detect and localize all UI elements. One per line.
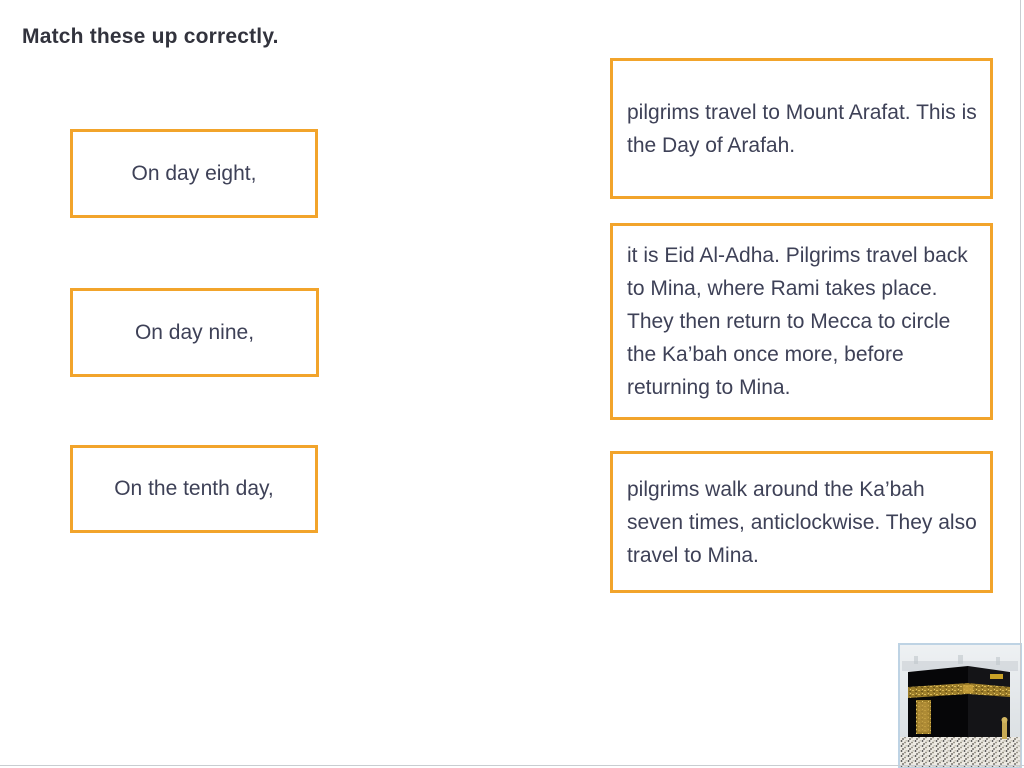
match-card-label: On the tenth day, <box>114 477 274 500</box>
match-card-day-nine[interactable] <box>70 288 319 377</box>
match-card-answer-arafat[interactable] <box>610 58 993 199</box>
match-card-tenth-day[interactable] <box>70 445 318 533</box>
match-card-label: pilgrims travel to Mount Arafat. This is the Day of Arafah. <box>627 100 977 157</box>
match-card-answer-eid[interactable] <box>610 223 993 420</box>
kaaba-illustration <box>900 645 1020 767</box>
match-card-label: pilgrims walk around the Ka’bah seven times, anticlockwise. They also travel to Mina. <box>627 477 977 567</box>
match-card-day-eight[interactable] <box>70 129 318 218</box>
page-edge-bottom <box>0 765 1024 766</box>
kaaba-photo <box>898 643 1022 768</box>
match-card-label: it is Eid Al-Adha. Pilgrims travel back to Mina, where Rami takes place. They then return to Mecca to circle the Ka’bah once more, before returning to Mina. <box>627 244 968 399</box>
page-title: Match these up correctly. <box>22 25 279 48</box>
match-card-answer-tawaf[interactable] <box>610 451 993 593</box>
page-edge-right <box>1020 0 1021 768</box>
match-card-label: On day eight, <box>131 161 257 185</box>
match-card-label: On day nine, <box>134 320 255 344</box>
